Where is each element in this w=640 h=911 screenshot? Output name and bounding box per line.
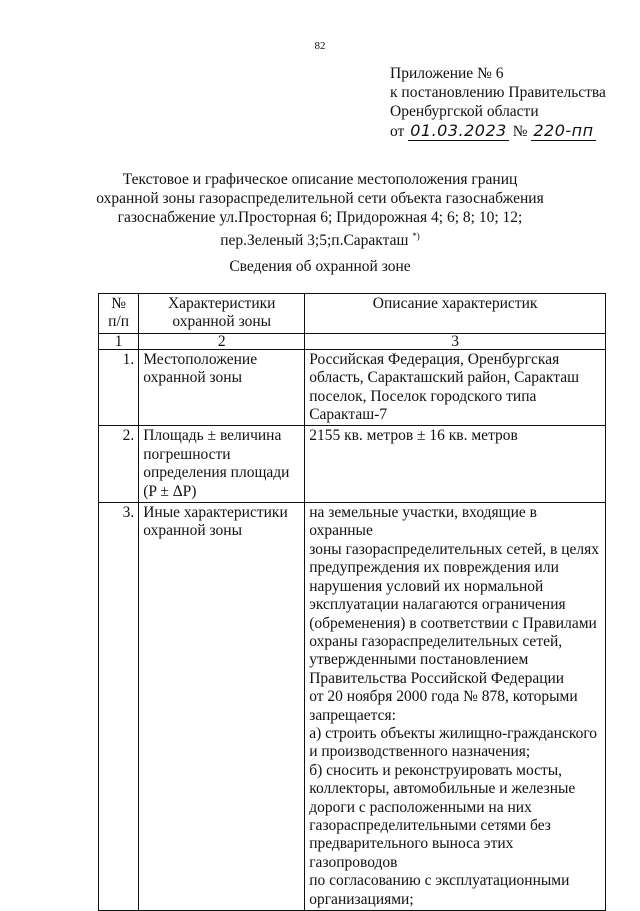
appendix-header: [390, 64, 606, 141]
row-3-desc-line: а) строить объекты жилищно-гражданского: [309, 724, 598, 742]
title-line-3: газоснабжение ул.Просторная 6; Придорожная 4; 6; 8; 10; 12;: [117, 209, 523, 226]
table-row: [99, 503, 606, 911]
row-3-desc-line: предупреждения их повреждения или: [309, 559, 559, 577]
appendix-line-1: Приложение № 6: [390, 65, 504, 82]
row-3-desc-line: предварительного выноса этих газопроводов: [309, 835, 514, 871]
date-prefix: от: [390, 123, 405, 140]
row-3-num: 3.: [99, 503, 139, 911]
title-line-2: охранной зоны газораспределительной сети объекта газоснабжения: [96, 190, 544, 207]
row-3-name-line: Иные характеристики: [143, 504, 288, 522]
row-3-desc: [305, 503, 606, 911]
title-line-4: [0, 227, 640, 250]
row-1-desc-line: область, Саракташский район, Саракташ: [309, 369, 580, 387]
row-1-desc-line: Саракташ-7: [309, 406, 388, 424]
col-number-3: 3: [305, 333, 606, 349]
document-title: [0, 170, 640, 250]
handwritten-number: 220-пп: [533, 121, 594, 140]
row-1-desc-line: поселок, Поселок городского типа: [309, 387, 537, 405]
row-3-desc-line: на земельные участки, входящие в охранные: [309, 504, 537, 540]
row-2-num: 2.: [99, 426, 139, 503]
row-3-desc-line: коллекторы, автомобильные и железные: [309, 780, 576, 798]
row-3-desc-line: Правительства Российской Федерации: [309, 669, 565, 687]
row-1-num: 1.: [99, 349, 139, 426]
row-3-desc-line: зоны газораспределительных сетей, в целях: [309, 540, 600, 558]
table-header-row: [99, 294, 606, 334]
table-row: [99, 349, 606, 426]
row-3-desc-line: организациями;: [309, 890, 414, 908]
col-number-2: 2: [139, 333, 305, 349]
row-1-desc-line: Российская Федерация, Оренбургская: [309, 350, 560, 368]
row-2-name-line: определения площади: [143, 464, 290, 482]
row-3-desc-line: (обременения) в соответствии с Правилами: [309, 614, 597, 632]
col-number-1: 1: [99, 333, 139, 349]
title-line-1: Текстовое и графическое описание местоположения границ: [122, 171, 518, 188]
row-1-name: Местоположение охранной зоны: [139, 349, 305, 426]
protection-zone-table: [98, 293, 606, 911]
row-1-desc: [305, 349, 606, 426]
row-3-desc-line: утвержденными постановлением: [309, 651, 529, 669]
handwritten-date: 01.03.2023: [410, 121, 507, 140]
header-characteristics: Характеристики охранной зоны: [139, 294, 305, 334]
footnote-mark: *): [412, 231, 420, 241]
header-num: № п/п: [99, 294, 139, 334]
row-3-desc-line: газораспределительными сетями без: [309, 816, 551, 834]
row-3-desc-line: б) сносить и реконструировать мосты,: [309, 761, 563, 779]
row-2-name-line: (P ± ΔP): [143, 482, 197, 500]
row-3-desc-line: запрещается:: [309, 706, 396, 724]
row-2-desc: 2155 кв. метров ± 16 кв. метров: [305, 426, 606, 503]
section-subtitle: Сведения об охранной зоне: [229, 258, 411, 275]
row-3-name: [139, 503, 305, 911]
row-3-desc-line: нарушения условий их нормальной: [309, 577, 544, 595]
row-3-desc-line: и производственного назначения;: [309, 743, 531, 761]
row-2-name: [139, 426, 305, 503]
row-3-desc-line: от 20 ноября 2000 года № 878, которыми: [309, 688, 578, 706]
number-prefix: №: [512, 123, 528, 140]
row-3-desc-line: по согласованию с эксплуатационными: [309, 872, 570, 890]
row-3-name-line: охранной зоны: [143, 522, 242, 540]
table-row: [99, 426, 606, 503]
row-3-desc-line: эксплуатации налагаются ограничения: [309, 596, 566, 614]
appendix-line-2: к постановлению Правительства: [390, 84, 606, 101]
appendix-date-line: [390, 121, 606, 141]
header-description: Описание характеристик: [305, 294, 606, 334]
row-3-desc-line: дороги с расположенными на них: [309, 798, 532, 816]
title-line-4-text: пер.Зеленый 3;5;п.Саракташ: [220, 232, 409, 250]
row-2-name-line: Площадь ± величина: [143, 427, 282, 445]
page-number: 82: [314, 40, 326, 52]
column-number-row: [99, 333, 606, 349]
row-2-name-line: погрешности: [143, 445, 231, 463]
appendix-line-3: Оренбургской области: [390, 103, 539, 120]
row-3-desc-line: охраны газораспределительных сетей,: [309, 632, 563, 650]
